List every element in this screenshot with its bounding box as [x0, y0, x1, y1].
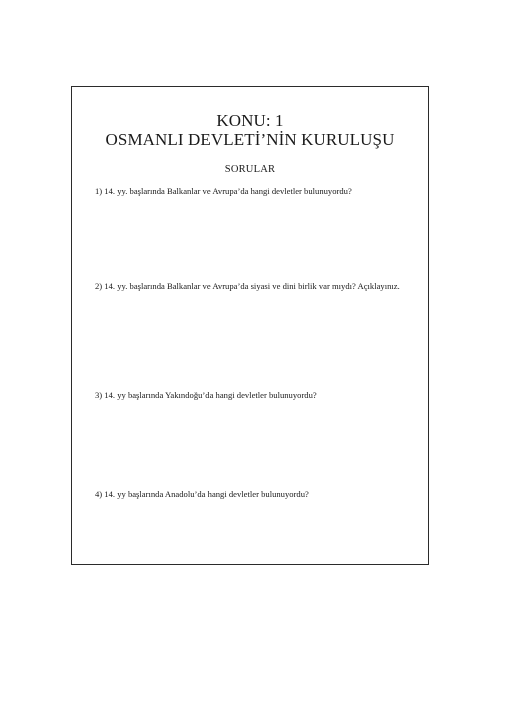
questions-section-label: SORULAR	[224, 164, 276, 175]
worksheet-frame	[71, 86, 429, 565]
question-4: 4) 14. yy başlarında Anadolu’da hangi devletler bulunuyordu?	[95, 489, 309, 499]
question-2: 2) 14. yy. başlarında Balkanlar ve Avrupa’da siyasi ve dini birlik var mıydı? Açıklayınız.	[95, 281, 400, 291]
question-3: 3) 14. yy başlarında Yakındoğu’da hangi devletler bulunuyordu?	[95, 390, 317, 400]
topic-title-heading: OSMANLI DEVLETİ’NİN KURULUŞU	[105, 130, 395, 149]
question-1: 1) 14. yy. başlarında Balkanlar ve Avrupa’da hangi devletler bulunuyordu?	[95, 186, 352, 196]
topic-number-heading: KONU: 1	[216, 111, 284, 130]
